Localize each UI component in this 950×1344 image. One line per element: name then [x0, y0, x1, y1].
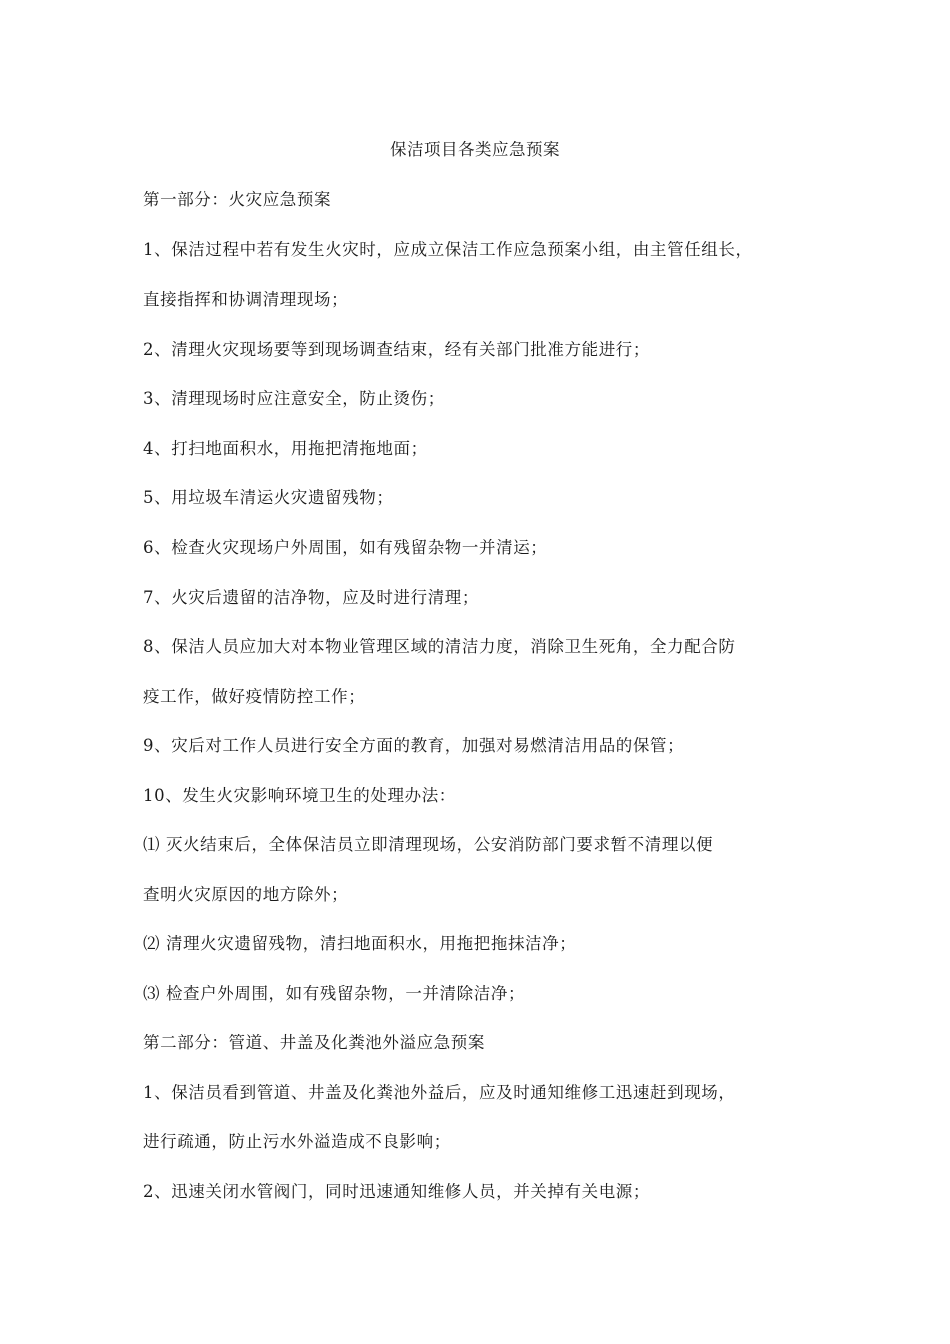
paragraph-line: 查明火灾原因的地方除外；: [143, 885, 349, 904]
paragraph-line: 疫工作，做好疫情防控工作；: [143, 687, 366, 706]
paragraph-line: ⑵ 清理火灾遗留残物，清扫地面积水，用拖把拖抹洁净；: [143, 934, 577, 953]
document-title: 保洁项目各类应急预案: [390, 140, 560, 159]
paragraph-line: 8、保洁人员应加大对本物业管理区域的清洁力度，消除卫生死角，全力配合防: [143, 637, 736, 656]
paragraph-line: 9、灾后对工作人员进行安全方面的教育，加强对易燃清洁用品的保管；: [143, 736, 685, 755]
paragraph-line: 6、检查火灾现场户外周围，如有残留杂物一并清运；: [143, 538, 548, 557]
paragraph-line: 1、保洁员看到管道、井盖及化粪池外益后，应及时通知维修工迅速赶到现场，: [143, 1083, 736, 1102]
paragraph-line: 直接指挥和协调清理现场；: [143, 290, 349, 309]
paragraph-line: 4、打扫地面积水，用拖把清拖地面；: [143, 439, 428, 458]
paragraph-line: 7、火灾后遗留的洁净物，应及时进行清理；: [143, 588, 479, 607]
paragraph-line: 2、迅速关闭水管阀门，同时迅速通知维修人员，并关掉有关电源；: [143, 1182, 650, 1201]
section-heading-fire: 第一部分：火灾应急预案: [143, 190, 332, 209]
paragraph-line: 2、清理火灾现场要等到现场调查结束，经有关部门批准方能进行；: [143, 340, 650, 359]
paragraph-line: 3、清理现场时应注意安全，防止烫伤；: [143, 389, 445, 408]
paragraph-line: 10、发生火灾影响环境卫生的处理办法：: [143, 786, 456, 805]
paragraph-line: 1、保洁过程中若有发生火灾时，应成立保洁工作应急预案小组，由主管任组长，: [143, 240, 753, 259]
paragraph-line: 进行疏通，防止污水外溢造成不良影响；: [143, 1132, 451, 1151]
paragraph-line: ⑶ 检查户外周围，如有残留杂物，一并清除洁净；: [143, 984, 526, 1003]
section-heading-overflow: 第二部分：管道、井盖及化粪池外溢应急预案: [143, 1033, 485, 1052]
paragraph-line: ⑴ 灭火结束后，全体保洁员立即清理现场，公安消防部门要求暂不清理以便: [143, 835, 714, 854]
paragraph-line: 5、用垃圾车清运火灾遗留残物；: [143, 488, 394, 507]
